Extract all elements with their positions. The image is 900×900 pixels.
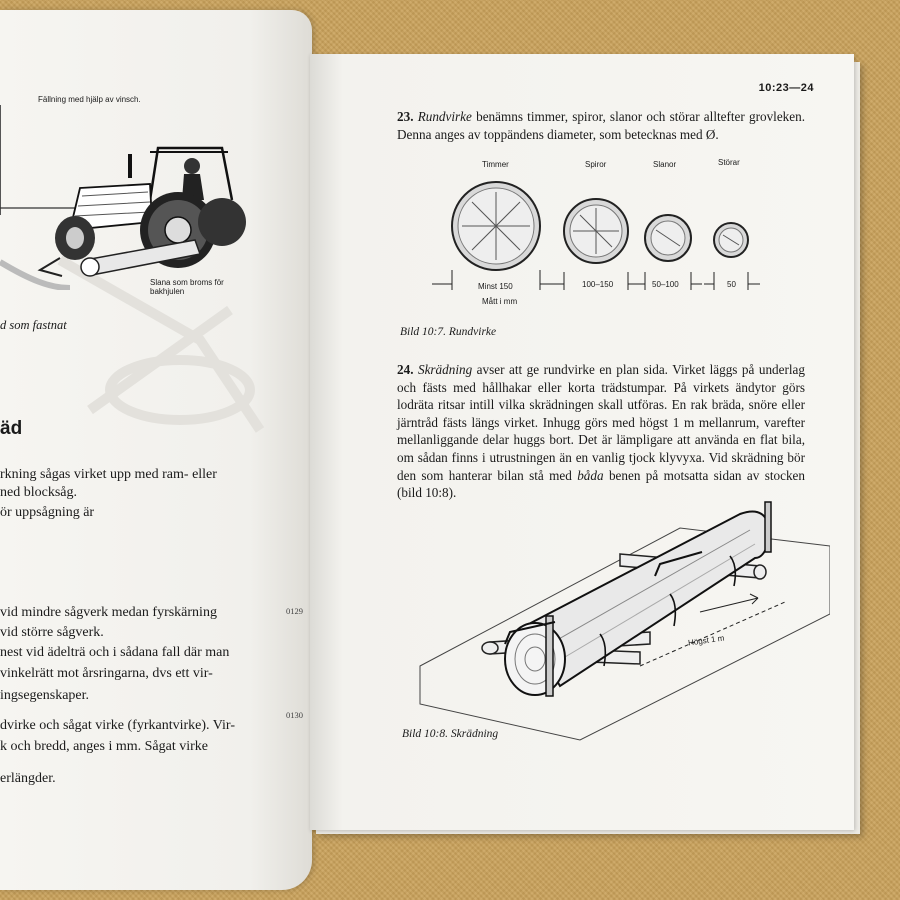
text-line: vinkelrätt mot årsringarna, dvs ett vir-: [0, 666, 213, 681]
figure-caption-10-7: Bild 10:7. Rundvirke: [400, 326, 497, 338]
section-24-paragraph: [397, 361, 805, 502]
skradning-figure: [410, 494, 830, 744]
section-text: benämns timmer, spiror, slanor och störar alltefter grovleken. Denna anges av toppändens diameter, som betecknas med Ø.: [397, 109, 806, 142]
log-section-slanor: [645, 215, 691, 261]
section-23-paragraph: [397, 108, 805, 143]
text-line: k och bredd, anges i mm. Sågat virke: [0, 739, 209, 754]
text-line: ingsegenskaper.: [0, 688, 90, 703]
log-section-spiror: [564, 199, 628, 263]
margin-number: 0130: [286, 710, 303, 720]
dimension-storar: 50: [727, 280, 736, 289]
section-text: benen på motsatta sidan av stocken (bild 10:8).: [397, 467, 805, 501]
section-term: Rundvirke: [417, 109, 472, 124]
log-section-storar: [714, 223, 748, 257]
text-line: ör uppsågning är: [0, 505, 95, 520]
text-line: dvirke och sågat virke (fyrkantvirke). Vir-: [0, 718, 235, 733]
text-line: rkning sågas virket upp med ram- eller: [0, 467, 217, 482]
dimension-label: Högst 1 m: [687, 633, 725, 648]
section-text: avser att ge rundvirke en plan sida. Virket läggs på underlag och fästs med hållhakar eller korta trädstumpar. På virkets ändytor görs lodräta ritsar intill vilka skrädningen skall utföras. En rak bräda, snöre eller järntråd fästs längs virket. Inhugg görs med högst 1 m mellanrum, varefter mellanliggande delar huggs bort. Det är lämpligare att använda en flat bila, om sådan finns i utrustningen än en vanlig tjock klyvyxa. Vid skrädning bör den som hanterar bilan stå med: [397, 362, 805, 483]
section-term: Skrädning: [417, 362, 473, 377]
tractor-caption-top: Fällning med hjälp av vinsch.: [38, 95, 141, 104]
tractor-caption-bottom: Slana som broms för bakhjulen: [150, 278, 224, 296]
text-line: ned blocksåg.: [0, 485, 77, 500]
log-section-timmer: [452, 182, 540, 270]
figure-label-timmer: Timmer: [482, 160, 509, 169]
dimension-timmer: Minst 150: [478, 282, 513, 291]
dimension-spiror: 100–150: [582, 280, 614, 289]
right-page: [310, 54, 854, 830]
section-heading-fragment: äd: [0, 418, 23, 439]
margin-number: 0129: [286, 606, 303, 616]
section-number: 24.: [397, 362, 414, 377]
text-line: erlängder.: [0, 771, 56, 786]
section-number: 23.: [397, 109, 414, 124]
partial-figure-caption: d som fastnat: [0, 318, 67, 332]
figure-label-storar: Störar: [718, 158, 740, 167]
figure-label-spiror: Spiror: [585, 160, 607, 169]
page-header: 10:23—24: [758, 82, 814, 94]
tractor-illustration: [0, 130, 260, 290]
left-page: [0, 10, 312, 890]
dimension-slanor: 50–100: [652, 280, 679, 289]
figure-caption-10-8: Bild 10:8. Skrädning: [402, 728, 499, 740]
text-line: nest vid ädelträ och i sådana fall där man: [0, 645, 230, 660]
unit-note: Mått i mm: [482, 297, 518, 306]
text-line: vid mindre sågverk medan fyrskärning: [0, 605, 217, 620]
figure-label-slanor: Slanor: [653, 160, 677, 169]
text-line: vid större sågverk.: [0, 625, 104, 640]
section-emphasis: båda: [577, 467, 604, 483]
